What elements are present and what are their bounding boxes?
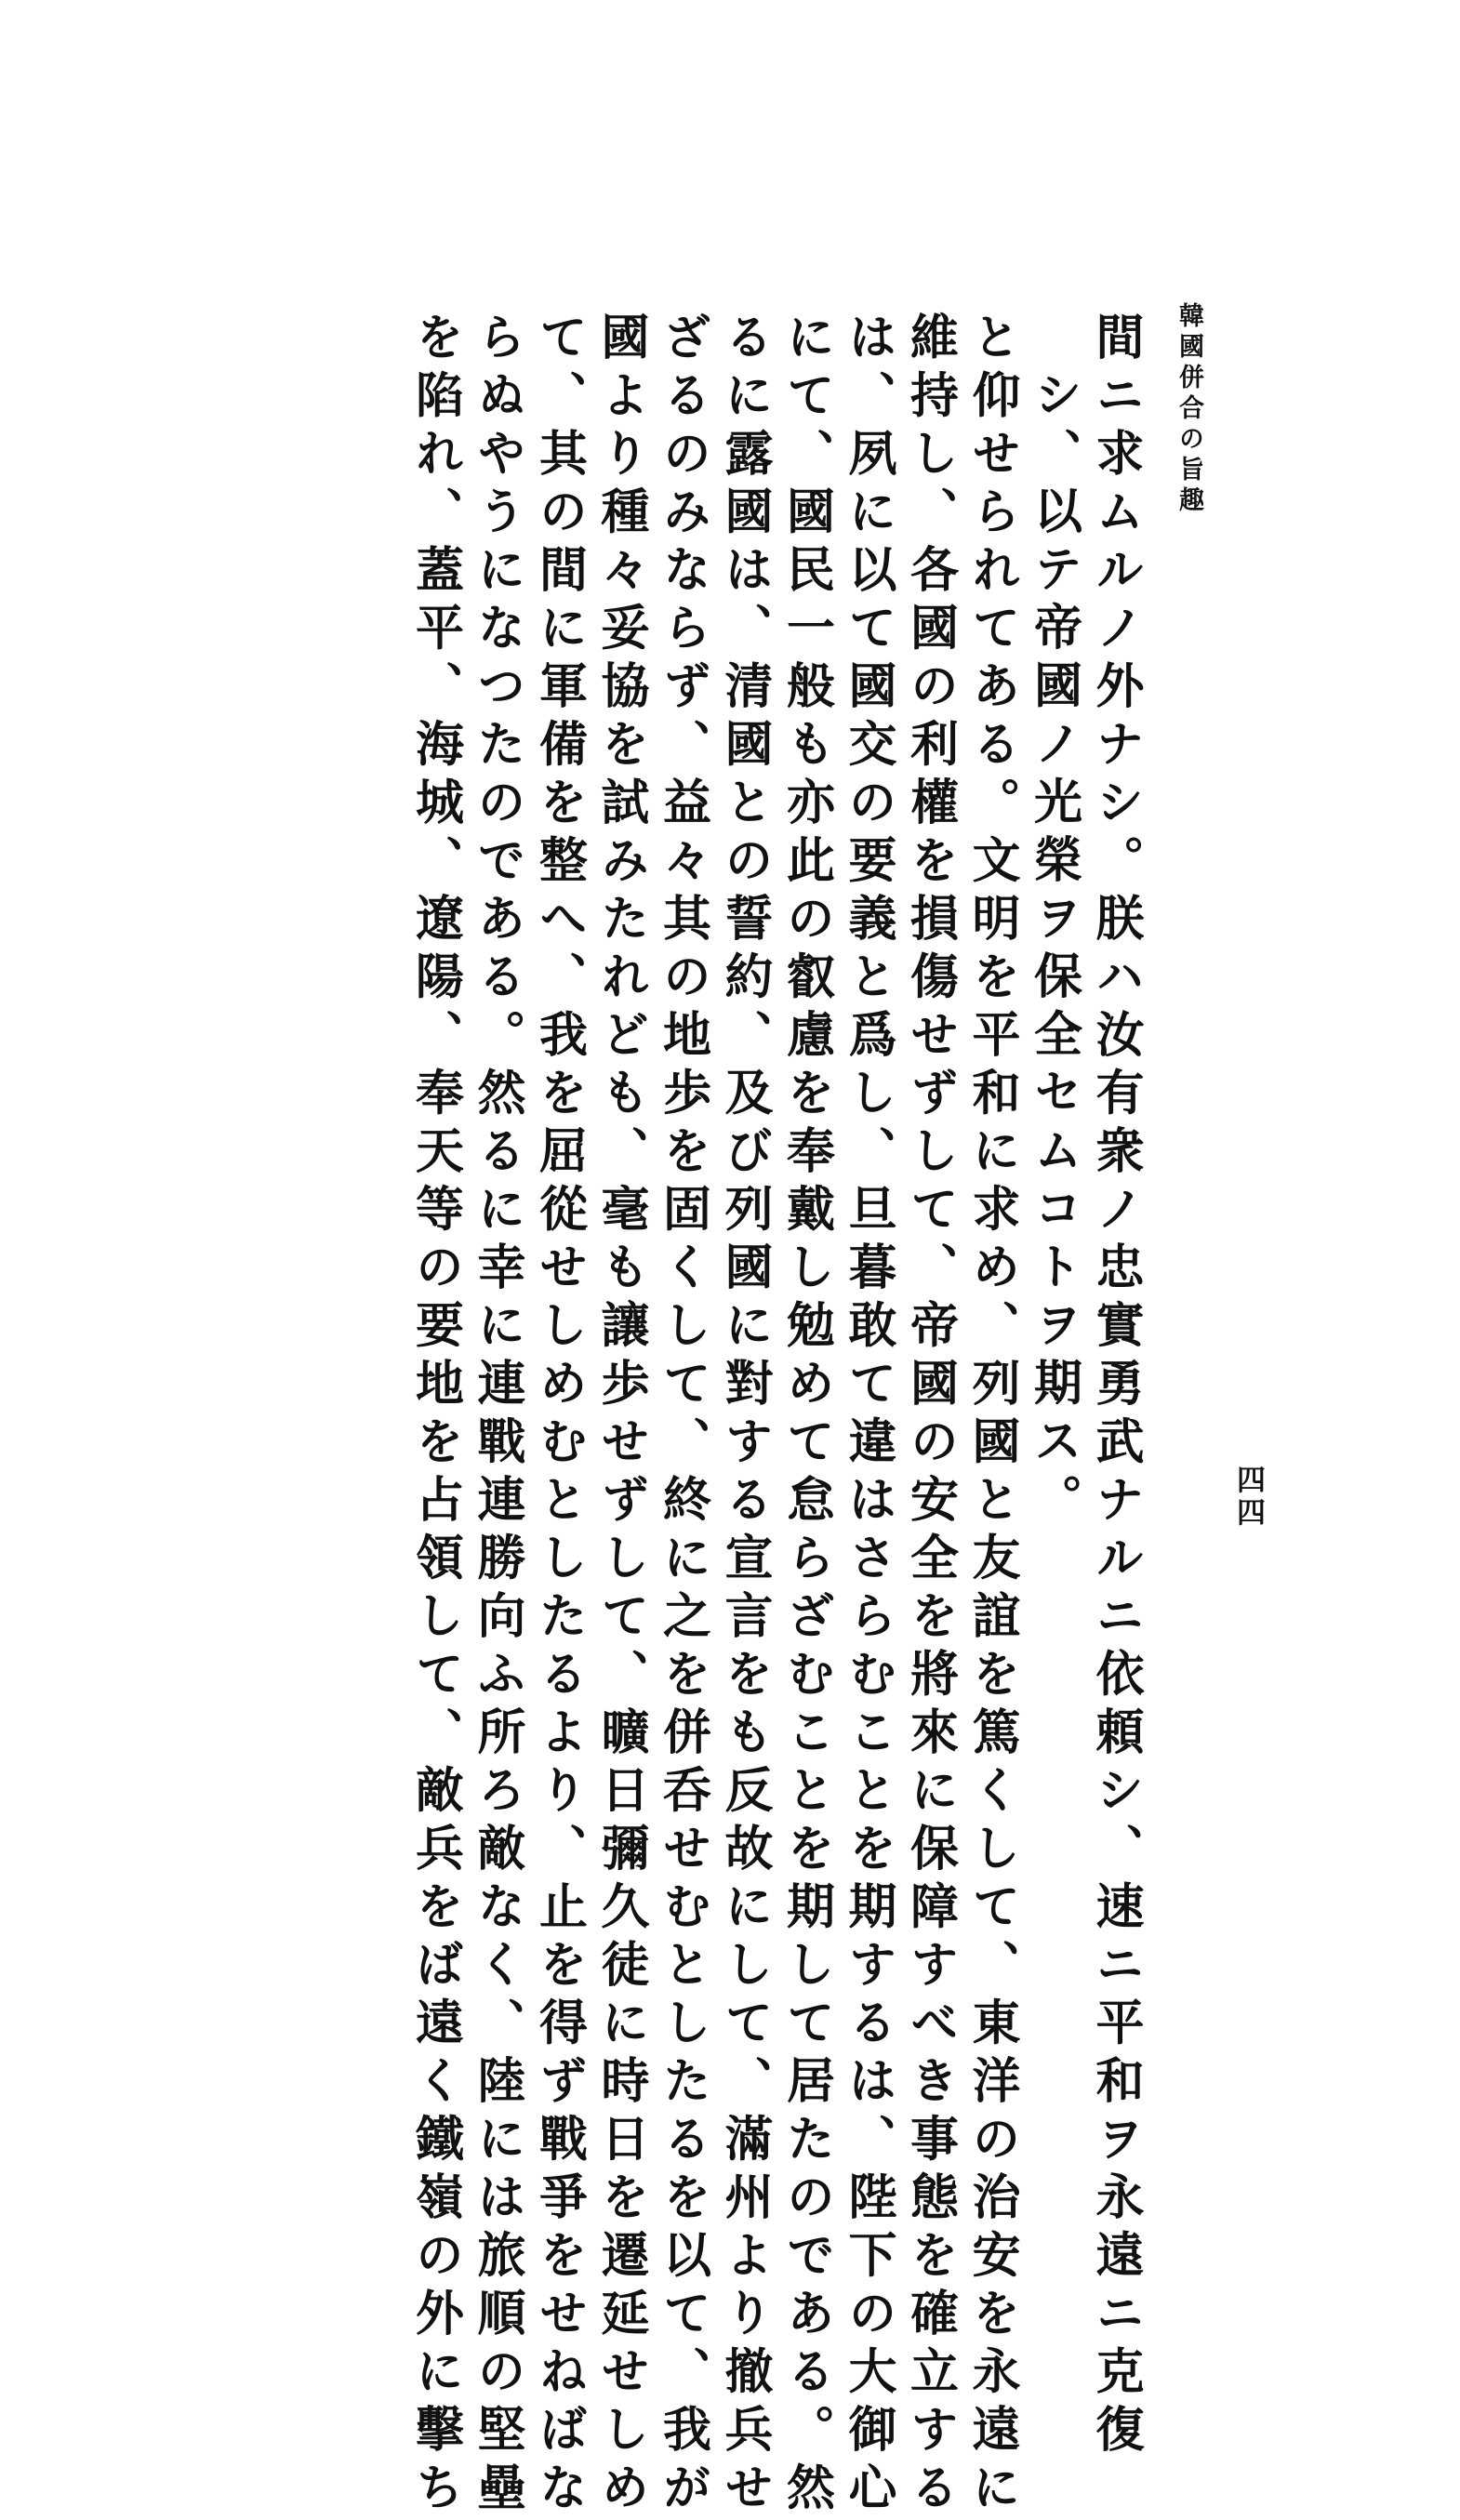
text-column: は、夙に以て國交の要義と爲し、旦暮敢て違はさらむことを期するは、陛下の大御心 [840,312,896,2520]
text-column: を陷れ、蓋平、海城、遼陽、奉天等の要地を占領して、敵兵をば遠く鐵嶺の外に擊ち [406,312,464,2520]
text-column: シ、以テ帝國ノ光榮ヲ保全セムコトヲ期ス。 [1025,369,1082,1532]
running-head-title: 韓國併合の旨趣 [1175,302,1203,517]
text-column: 維持し、各國の利權を損傷せずして、帝國の安全を將來に保障すべき事態を確立する [901,312,959,2520]
text-column: て、其の間に軍備を整へ、我を屈從せしめむとしたるより、止を得ず戰爭をせねばな [530,312,588,2520]
text-column: 國より種々妥協を試みたれども、毫も讓歩せずして、曠日彌久徒に時日を遷延せしめ [592,312,649,2520]
text-column: らぬやうになつたのである。然るに幸に連戰連勝向ふ所ろ敵なく、陸には旅順の堅壘 [469,312,525,2520]
body-text [404,312,1146,2520]
text-column: るに露國は、清國との誓約、及び列國に對する宣言をも反故にして、滿州より撤兵せ [716,312,773,2520]
text-column: 間ニ求ムルノ外ナシ。朕ハ汝有衆ノ忠實勇武ナルニ依頼シ、速ニ平和ヲ永遠ニ克復 [1087,312,1144,2462]
page-number: 四四 [1231,1465,1265,1530]
text-column: と仰せられてある。文明を平和に求め、列國と友誼を篤くして、東洋の治安を永遠に [963,312,1020,2520]
text-column: にて、國民一般も亦此の叡慮を奉戴し勉めて怠らざむことを期して居たのである。然 [777,312,835,2520]
text-column: ざるのみならず、益々其の地歩を固くして、終に之を併呑せむとしたるを以て、我が [654,312,711,2520]
